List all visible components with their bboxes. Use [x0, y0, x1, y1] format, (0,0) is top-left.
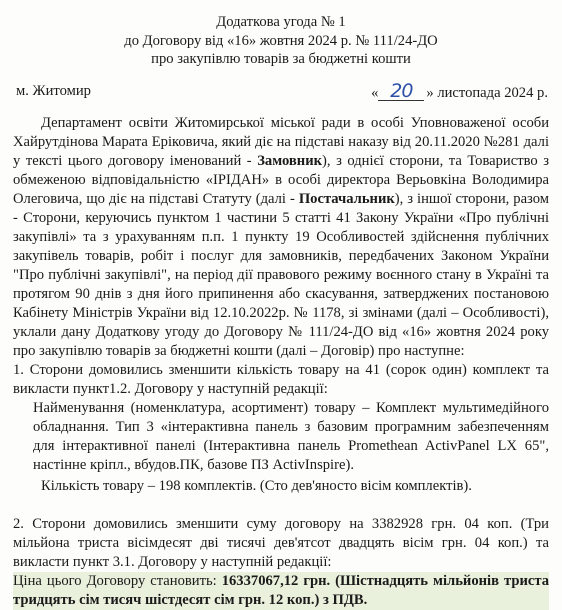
clause-1-item: Найменування (номенклатура, асортимент) товару – Комплект мультимедійного обладнання. Тип 3 «інтерактивна панель з базовим програмним забезпеченням для інтерактивної панелі (Інтерактивна панель Promethean ActivPanel LX 65", настінне кріпл., вбудов.ПК, базове ПЗ ActivInspire). — [33, 400, 549, 473]
clause-1-quantity: Кількість товару – 198 комплектів. (Сто дев'яносто вісім комплектів). — [41, 478, 472, 494]
agreement-title: Додаткова угода № 1 — [216, 14, 346, 30]
handwritten-day: 20 — [378, 82, 424, 101]
clause-2: 2. Сторони домовились зменшити суму договору на 3382928 грн. 04 коп. (Три мільйона триста вісімдесят дві тисячі дев'ятсот двадцять вісім грн. 04 коп.) та викласти пункт 3.1. Договору у наступній редакції: — [13, 516, 549, 570]
agreement-reference: до Договору від «16» жовтня 2024 р. № 111/24-ДО — [124, 32, 438, 49]
spacer — [13, 496, 549, 515]
clause-1: 1. Сторони домовились зменшити кількість товару на 41 (сорок один) комплект та викласти пункт1.2. Договору у наступній редакції: — [13, 362, 549, 397]
document-body — [13, 114, 549, 610]
document-header — [0, 0, 562, 69]
preamble-paragraph: Департамент освіти Житомирської міської ради в особі Уповноваженої особи Хайрутдінова Марата Еріковича, який діє на підставі наказу від 20.11.2020 №281 далі у тексті цього договору іменований - Замовник), з однієї сторони, та Товариство з обмеженою відповідальністю «ІРІДАН» в особі директора Верьовкіна Володимира Олеговича, що діє на підставі Статуту (далі - Постачальник), з іншої сторони, разом - Сторони, керуючись пунктом 1 частини 5 статті 41 Закону України «Про публічні закупівлі» та з урахуванням п.п. 1 пункту 19 Особливостей здійснення публічних закупівель товарів, робіт і послуг для замовників, передбачених Законом України "Про публічні закупівлі", на період дії правового режиму воєнного стану в Україні та протягом 90 днів з дня його припинення або скасування, затверджених постановою Кабінету Міністрів України від 12.10.2022р. № 1178, зі змінами (далі – Особливості), уклали дану Додаткову угоду до Договору № 111/24-ДО від «16» жовтня 2024 року про закупівлю товарів за бюджетні кошти (далі – Договір) про наступне: — [13, 115, 549, 359]
place-date-line — [16, 82, 548, 104]
clause-2-price: Ціна цього Договору становить: 16337067,12 грн. (Шістнадцять мільйонів триста тридцять сім тисяч шістдесят сім грн. 12 коп.) з ПДВ. — [13, 573, 549, 608]
agreement-date: « 20 » листопада 2024 р. — [371, 80, 548, 102]
agreement-subject: про закупівлю товарів за бюджетні кошти — [151, 51, 411, 67]
place: м. Житомир — [16, 83, 91, 99]
